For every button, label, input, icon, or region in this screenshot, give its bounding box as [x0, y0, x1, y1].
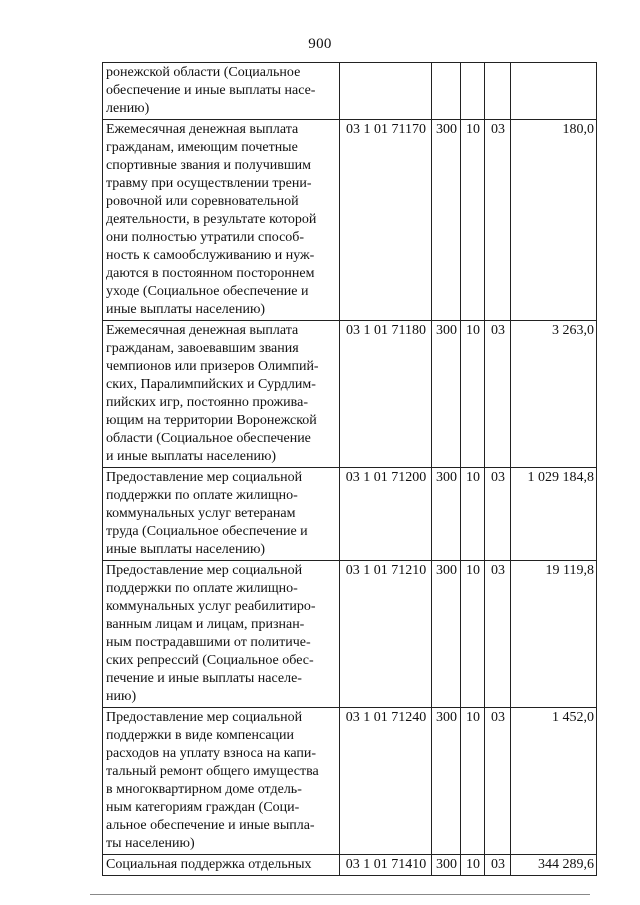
row-description: ронежской области (Социальное обеспечение и иные выплаты насе- лению)	[103, 63, 340, 120]
expense-type-code: 300	[432, 561, 461, 708]
subsection-code	[485, 63, 511, 120]
target-article-code: 03 1 01 71200	[340, 468, 432, 561]
target-article-code: 03 1 01 71210	[340, 561, 432, 708]
subsection-code: 03	[485, 321, 511, 468]
expense-type-code: 300	[432, 468, 461, 561]
row-description: Ежемесячная денежная выплата гражданам, имеющим почетные спортивные звания и получившим травму при осуществлении трени- ровочной или соревновательной деятельности, в результате которой они полностью утратили способ- ность к самообслуживанию и нуж- даются в постоянном постороннем уходе (Социальное обеспечение и иные выплаты населению)	[103, 120, 340, 321]
subsection-code: 03	[485, 855, 511, 876]
subsection-code: 03	[485, 561, 511, 708]
table-row	[103, 63, 597, 120]
page-bottom-rule	[90, 894, 590, 895]
expense-type-code: 300	[432, 855, 461, 876]
section-code: 10	[461, 468, 485, 561]
row-description: Социальная поддержка отдельных	[103, 855, 340, 876]
row-description: Предоставление мер социальной поддержки в виде компенсации расходов на уплату взноса на капи- тальный ремонт общего имущества в многоквартирном доме отдель- ным категориям граждан (Соци- альное обеспечение и иные выпла- ты населению)	[103, 708, 340, 855]
target-article-code: 03 1 01 71170	[340, 120, 432, 321]
target-article-code: 03 1 01 71240	[340, 708, 432, 855]
row-description: Предоставление мер социальной поддержки по оплате жилищно- коммунальных услуг реабилитиро- ванным лицам и лицам, признан- ным пострадавшими от политиче- ских репрессий (Социальное обес- печение и иные выплаты населе- нию)	[103, 561, 340, 708]
subsection-code: 03	[485, 120, 511, 321]
table-row	[103, 468, 597, 561]
target-article-code: 03 1 01 71410	[340, 855, 432, 876]
section-code: 10	[461, 321, 485, 468]
target-article-code: 03 1 01 71180	[340, 321, 432, 468]
row-description: Предоставление мер социальной поддержки по оплате жилищно- коммунальных услуг ветеранам труда (Социальное обеспечение и иные выплаты населению)	[103, 468, 340, 561]
table-row	[103, 561, 597, 708]
section-code	[461, 63, 485, 120]
row-description: Ежемесячная денежная выплата гражданам, завоевавшим звания чемпионов или призеров Олимпий- ских, Паралимпийских и Сурдлим- пийских игр, постоянно прожива- ющим на территории Воронежской области (Социальное обеспечение и иные выплаты населению)	[103, 321, 340, 468]
amount: 344 289,6	[511, 855, 597, 876]
amount	[511, 63, 597, 120]
page-number: 900	[308, 36, 332, 52]
amount: 3 263,0	[511, 321, 597, 468]
amount: 1 452,0	[511, 708, 597, 855]
subsection-code: 03	[485, 708, 511, 855]
table-row	[103, 120, 597, 321]
section-code: 10	[461, 120, 485, 321]
expense-type-code: 300	[432, 708, 461, 855]
amount: 180,0	[511, 120, 597, 321]
budget-table	[102, 62, 597, 876]
table-row	[103, 321, 597, 468]
table-row	[103, 855, 597, 876]
amount: 19 119,8	[511, 561, 597, 708]
target-article-code	[340, 63, 432, 120]
section-code: 10	[461, 855, 485, 876]
table-row	[103, 708, 597, 855]
section-code: 10	[461, 708, 485, 855]
expense-type-code: 300	[432, 321, 461, 468]
section-code: 10	[461, 561, 485, 708]
subsection-code: 03	[485, 468, 511, 561]
expense-type-code	[432, 63, 461, 120]
amount: 1 029 184,8	[511, 468, 597, 561]
expense-type-code: 300	[432, 120, 461, 321]
